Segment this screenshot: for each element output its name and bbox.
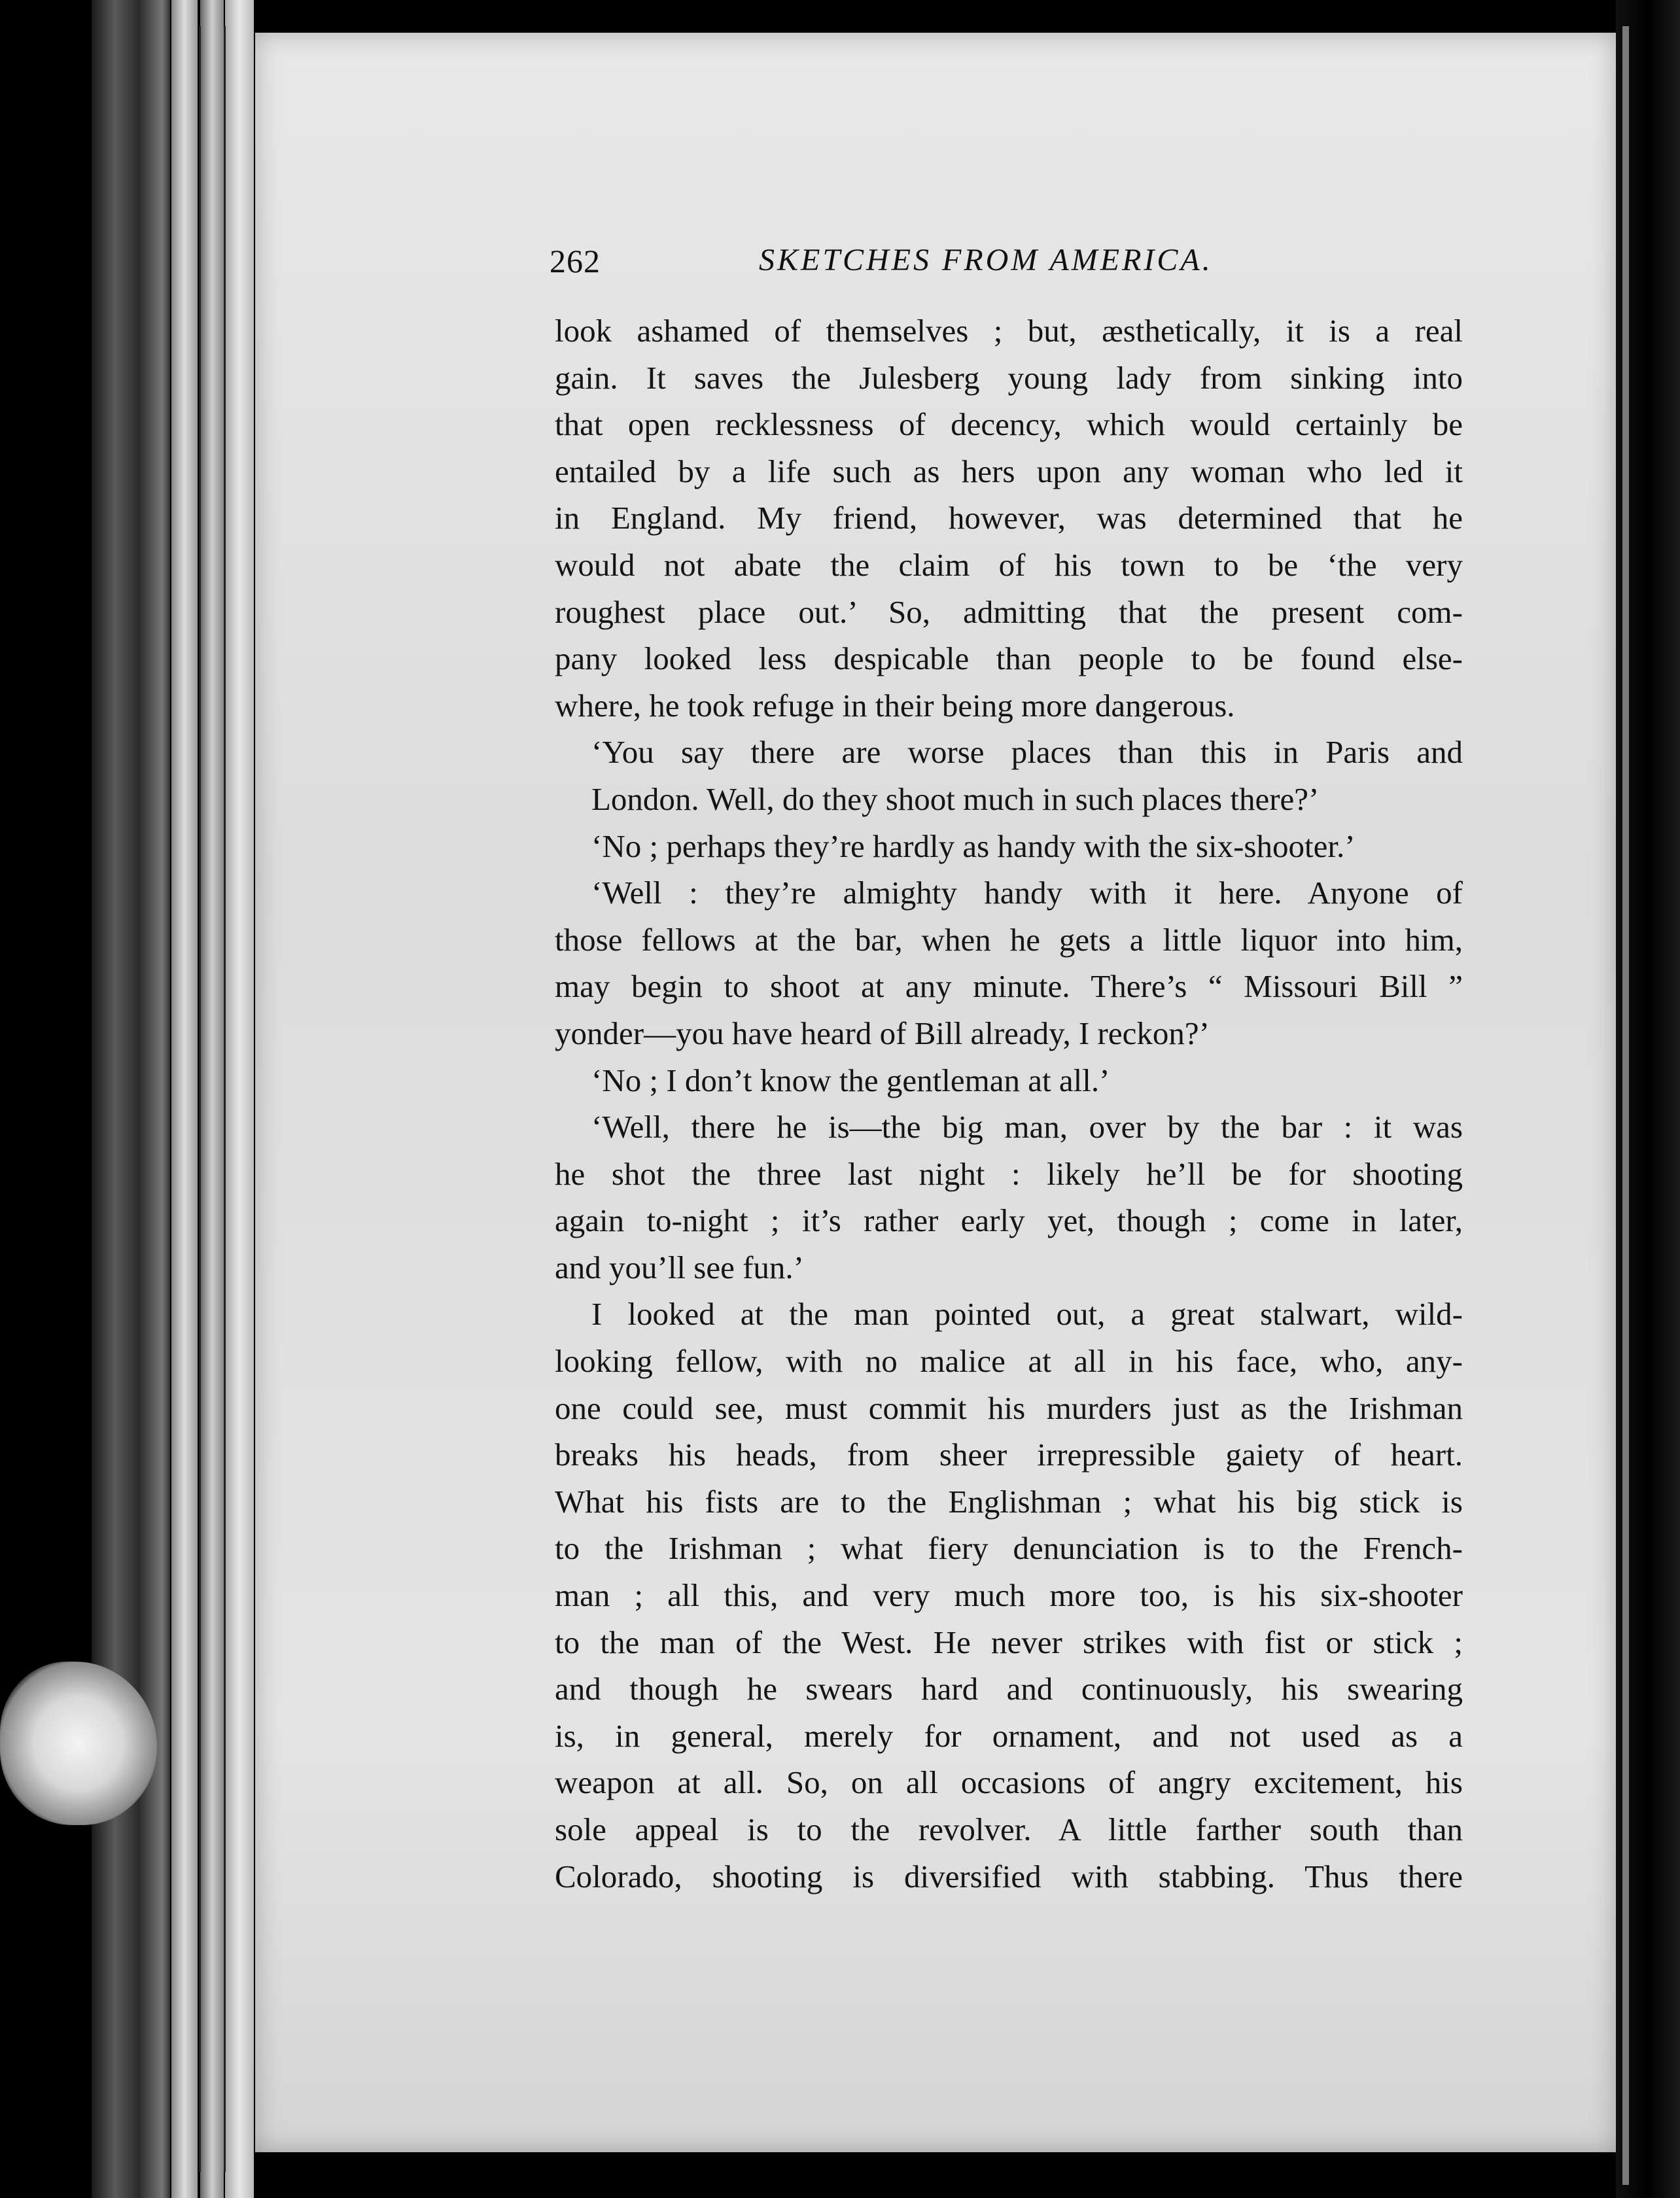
- page-number: 262: [550, 243, 601, 279]
- text-line: where, he took refuge in their being more dangerous.: [555, 687, 1235, 724]
- text-line: again to-night ; it’s rather early yet, though ; come in later,: [555, 1202, 1463, 1239]
- text-line: roughest place out.’ So, admitting that the present com-: [555, 593, 1463, 630]
- text-line: ‘No ; perhaps they’re hardly as handy with the six-shooter.’: [591, 828, 1356, 864]
- text-line: weapon at all. So, on all occasions of angry excitement, his: [555, 1764, 1463, 1801]
- text-line: Colorado, shooting is diversified with stabbing. Thus there: [555, 1858, 1463, 1894]
- text-line: that open recklessness of decency, which would certainly be: [555, 406, 1463, 443]
- body-text: [555, 307, 1463, 1900]
- text-line: entailed by a life such as hers upon any woman who led it: [555, 453, 1463, 489]
- text-line: and though he swears hard and continuously, his swearing: [555, 1671, 1463, 1707]
- text-line: may begin to shoot at any minute. There’s “ Missouri Bill ”: [555, 968, 1463, 1005]
- text-line: in England. My friend, however, was determined that he: [555, 500, 1463, 536]
- edge-divider: [199, 26, 201, 2172]
- running-title: SKETCHES FROM AMERICA.: [759, 243, 1213, 277]
- page-edge-2: [200, 0, 224, 2198]
- text-line: those fellows at the bar, when he gets a little liquor into him,: [555, 921, 1463, 958]
- text-line: to the Irishman ; what fiery denunciation is to the French-: [555, 1530, 1463, 1567]
- text-line: ‘Well : they’re almighty handy with it here. Anyone of: [591, 875, 1463, 911]
- text-line: sole appeal is to the revolver. A little farther south than: [555, 1811, 1463, 1847]
- page-edge-1: [171, 0, 198, 2198]
- text-line: and you’ll see fun.’: [555, 1249, 804, 1285]
- text-line: he shot the three last night : likely he’ll be for shooting: [555, 1155, 1463, 1192]
- text-line: London. Well, do they shoot much in such places there?’: [591, 780, 1320, 817]
- running-header: [550, 242, 1465, 288]
- edge-divider: [224, 26, 226, 2172]
- text-line: is, in general, merely for ornament, and not used as a: [555, 1717, 1463, 1754]
- text-line: pany looked less despicable than people to be found else-: [555, 640, 1463, 677]
- text-line: ‘Well, there he is—the big man, over by the bar : it was: [591, 1109, 1463, 1145]
- book-edge-dark: [92, 0, 170, 2198]
- text-line: yonder—you have heard of Bill already, I reckon?’: [555, 1015, 1210, 1051]
- text-line: ‘You say there are worse places than this in Paris and: [591, 734, 1463, 771]
- text-line: look ashamed of themselves ; but, æsthetically, it is a real: [555, 313, 1463, 349]
- text-line: ‘No ; I don’t know the gentleman at all.’: [591, 1062, 1110, 1098]
- text-line: I looked at the man pointed out, a great stalwart, wild-: [591, 1296, 1463, 1333]
- text-line: looking fellow, with no malice at all in his face, who, any-: [555, 1343, 1463, 1380]
- text-line: would not abate the claim of his town to be ‘the very: [555, 546, 1463, 583]
- text-line: one could see, must commit his murders just as the Irishman: [555, 1389, 1463, 1426]
- text-line: to the man of the West. He never strikes with fist or stick ;: [555, 1624, 1463, 1660]
- text-line: breaks his heads, from sheer irrepressible gaiety of heart.: [555, 1437, 1463, 1473]
- page-edge-3: [225, 0, 254, 2198]
- text-line: man ; all this, and very much more too, is his six-shooter: [555, 1577, 1463, 1614]
- text-line: What his fists are to the Englishman ; what his big stick is: [555, 1483, 1463, 1520]
- text-line: gain. It saves the Julesberg young lady from sinking into: [555, 359, 1463, 396]
- facing-page-edge: [1622, 26, 1629, 2185]
